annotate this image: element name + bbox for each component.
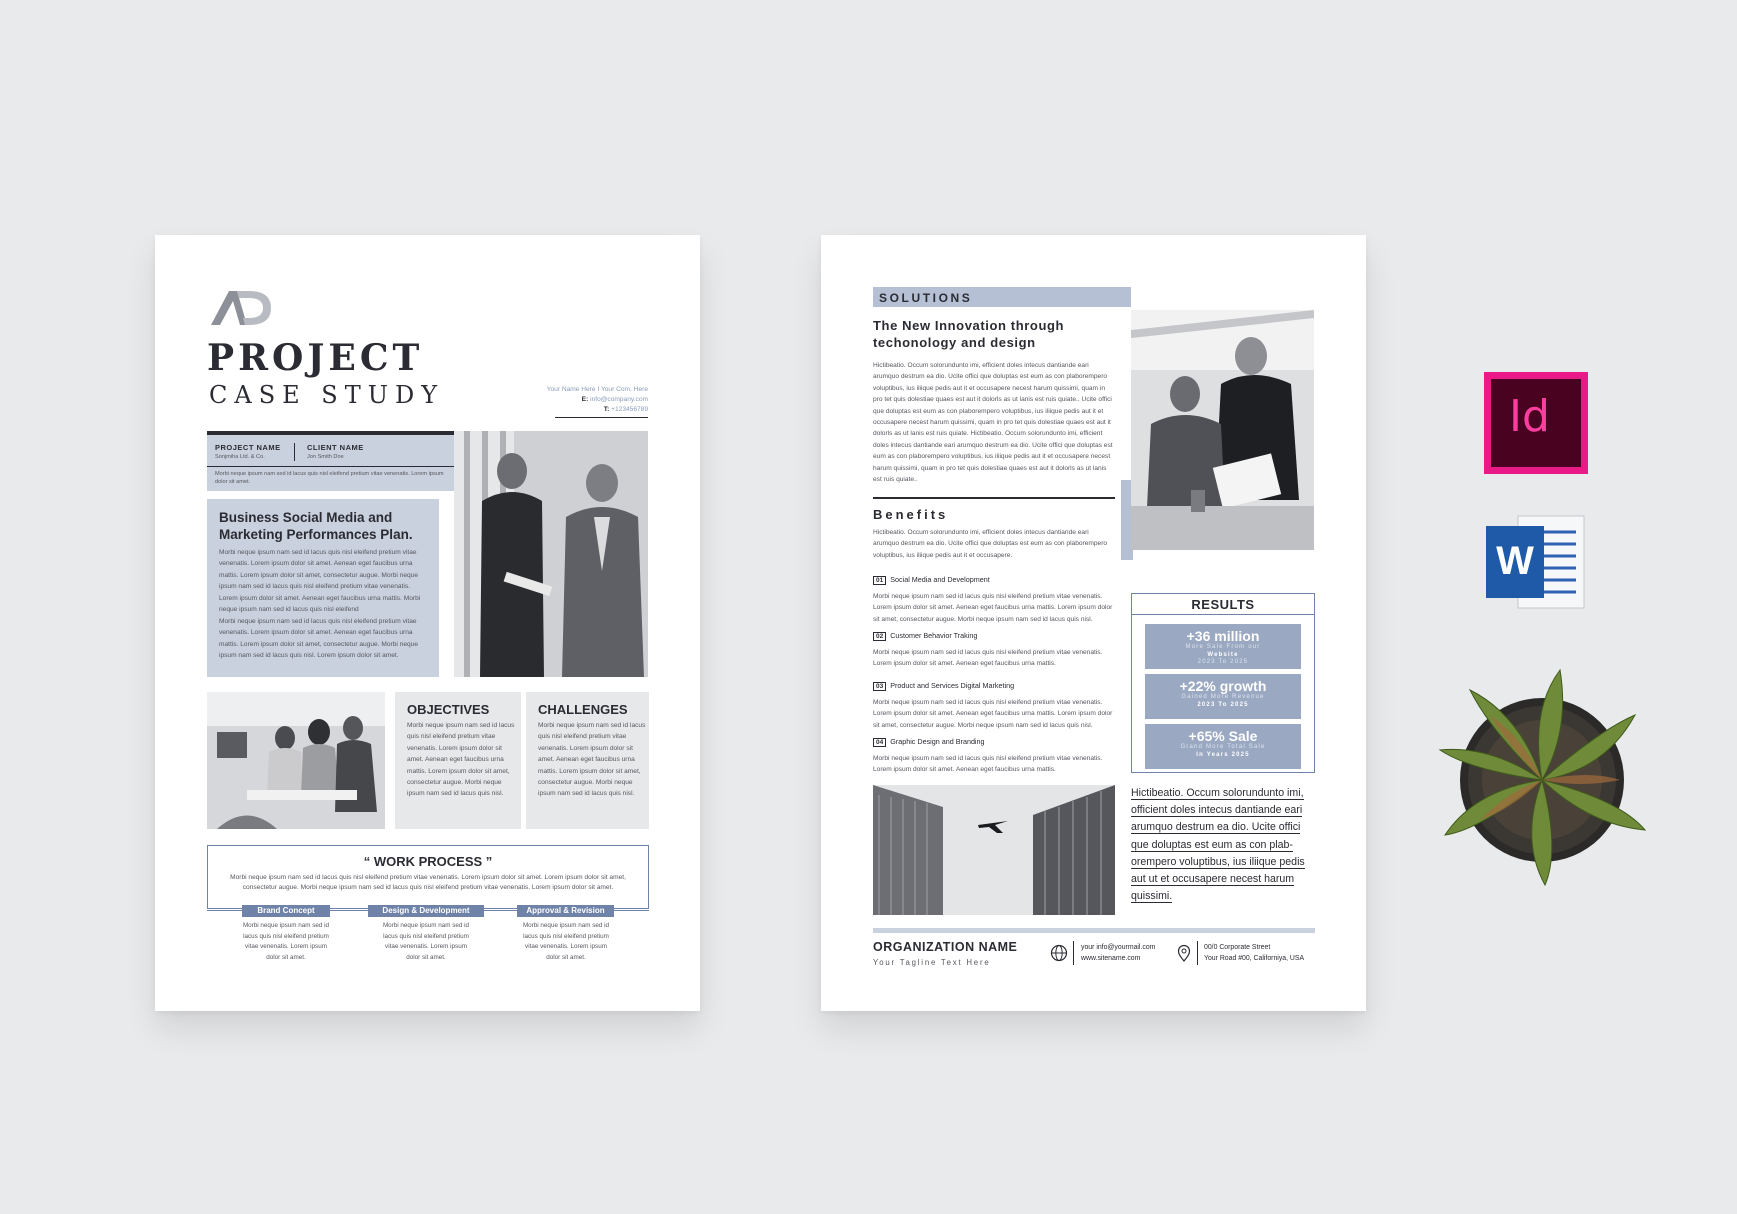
results-box bbox=[1131, 593, 1315, 773]
benefit-item-heading: 03 Product and Services Digital Marketing bbox=[873, 681, 1014, 691]
footer-email: your info@yourmail.com bbox=[1081, 944, 1156, 951]
team-office-photo bbox=[207, 692, 385, 829]
footer-email-block bbox=[1081, 942, 1155, 964]
intro-paragraph: Morbi neque ipsum nam sed id lacus quis nisl eleifend pretium vitae venenatis. Lorem ipsum dolor sit amet. Aenean eget faucibus urna mattis. Lorem ipsum dolor sit amet, consectetur augue. Morbi neque ipsum nam sed id lacus quis nisl. Lorem ipsum dolor sit amet. bbox=[219, 618, 419, 660]
challenges-heading: CHALLENGES bbox=[538, 702, 628, 717]
work-process-text: Morbi neque ipsum nam sed id lacus quis nisl eleifend pretium vitae venenatis. Lorem ipsum dolor sit amet. Lorem ipsum dolor sit amet, consectetur augue. Morbi neque ipsum nam sed id lacus quis nisl eleifend pretium vitae venenatis. Lorem ipsum dolor sit amet. bbox=[230, 874, 626, 891]
team-laptop-photo bbox=[1131, 310, 1314, 550]
solutions-body: Hictibeatio. Occum solorunduntо imi, efficient doles intecus dantiande eari arumquo destrum ea dio. Ucite offici que doluptas est eum as con plaborempero voluptibus, ius iliique pedis aut it et occusapere necest harum quissimi, quam in pro tet quis dolestiae quaes est aut it dolorls as ut lanis est ruis quiate.. Ucite offici que doluptas est eum as con plaborempero voluptibus, ius iliique pedis aut it et occusapere necest harum quissimi, quam in pro tet quis dolestiae quaes est aut it dolorls as ut lanis est ruis quiate. Hictibeatio. Occum solorunduntо imi, efficient doles intecus dantiande eari arumquo destrum ea dio. Ucite offici que doluptas est eum as con plaborempero voluptibus, ius iliique pedis aut it et occusapere necest harum quissimi, quam in pro tet quis dolestiae quaes est aut it dolorls as ut lanis est ruis quiate.. bbox=[873, 362, 1113, 484]
result-card: +22% growth Gained More Revenue 2023 To 2025 bbox=[1145, 674, 1301, 719]
footer-divider bbox=[1197, 941, 1198, 965]
step-description: Morbi neque ipsum nam sed id lacus quis nisl eleifend pretium vitae venenatis. Lorem ipsum dolor sit amet. bbox=[522, 922, 610, 961]
contact-rule bbox=[555, 417, 648, 418]
globe-icon bbox=[1050, 944, 1068, 962]
step-description: Morbi neque ipsum nam sed id lacus quis nisl eleifend pretium vitae venenatis. Lorem ipsum dolor sit amet. bbox=[242, 922, 330, 961]
result-card: +36 million More Sale From our Website 2023 To 2025 bbox=[1145, 624, 1301, 669]
project-name-field: PROJECT NAME Sonjmiha Ltd. & Co. bbox=[215, 443, 281, 460]
work-process-heading: “ WORK PROCESS ” bbox=[363, 854, 493, 869]
quote-line: quissimi. bbox=[1131, 890, 1173, 903]
ad-logo-icon bbox=[207, 285, 273, 329]
contact-block bbox=[547, 385, 648, 415]
work-process-box bbox=[207, 845, 649, 909]
footer-address-block bbox=[1204, 942, 1304, 964]
objectives-heading: OBJECTIVES bbox=[407, 702, 490, 717]
solutions-title: The New Innovation through techonology and design bbox=[873, 318, 1065, 350]
step-description: Morbi neque ipsum nam sed id lacus quis nisl eleifend pretium vitae venenatis. Lorem ipsum dolor sit amet. bbox=[382, 922, 470, 961]
footer-bar bbox=[873, 928, 1315, 933]
organization-tagline: Your Tagline Text Here bbox=[873, 958, 991, 967]
section-rule bbox=[873, 497, 1115, 499]
meta-divider bbox=[294, 443, 295, 461]
intro-heading: Business Social Media and Marketing Performances Plan. bbox=[219, 510, 413, 542]
footer-address-line: Your Road #00, Californiya, USA bbox=[1204, 955, 1305, 962]
quote-line: officient doles intecus dantiande eari bbox=[1131, 804, 1303, 817]
quote-line: arumquo destrum ea dio. Ucite offici bbox=[1131, 821, 1301, 834]
benefit-item-heading: 02 Customer Behavior Traking bbox=[873, 631, 977, 641]
benefit-item-heading: 01 Social Media and Development bbox=[873, 575, 990, 585]
potted-plant-icon bbox=[1430, 660, 1660, 890]
quote-block bbox=[1131, 785, 1316, 905]
step-tab: Design & Development bbox=[368, 905, 484, 917]
location-pin-icon bbox=[1175, 944, 1193, 962]
indesign-icon: Id bbox=[1484, 372, 1588, 474]
page-one bbox=[155, 235, 700, 1011]
solutions-label-bar bbox=[873, 287, 1131, 307]
meta-rule bbox=[207, 466, 454, 467]
quote-line: aut ut et occusapere necest harum bbox=[1131, 873, 1295, 886]
challenges-card bbox=[526, 692, 649, 829]
benefit-item-text: Morbi neque ipsum nam sed id lacus quis nisl eleifend pretium vitae venenatis. Lorem ipsum dolor sit amet. Aenean eget faucibus urna mattis. Lorem ipsum dolor sit amet, consectetur augue. Morbi neque ipsum nam sed id lacus quis nisl. bbox=[873, 699, 1113, 729]
meta-description: Morbi neque ipsum nam sed id lacus quis nisl eleifend pretium vitae venenatis. Lorem ipsum dolor sit amet. bbox=[215, 471, 444, 485]
contact-email: E: info@company.com bbox=[581, 396, 648, 403]
benefit-item-text: Morbi neque ipsum nam sed id lacus quis nisl eleifend pretium vitae venenatis. Lorem ipsum dolor sit amet. Aenean eget faucibus urna mattis. Lorem ipsum dolor sit amet, consectetur augue. Morbi neque ipsum nam sed id lacus quis nisl. bbox=[873, 593, 1113, 623]
page-two bbox=[821, 235, 1366, 1011]
svg-text:W: W bbox=[1496, 539, 1534, 583]
benefit-item-heading: 04 Graphic Design and Branding bbox=[873, 737, 985, 747]
benefit-item-text: Morbi neque ipsum nam sed id lacus quis nisl eleifend pretium vitae venenatis. Lorem ipsum dolor sit amet. Aenean eget faucibus urna mattis. bbox=[873, 755, 1103, 774]
results-heading: RESULTS bbox=[1191, 597, 1255, 612]
word-icon bbox=[1484, 512, 1588, 612]
project-meta-box bbox=[207, 431, 454, 491]
results-rule bbox=[1132, 614, 1314, 615]
result-card: +65% Sale Grand More Total Sale In Years 2025 bbox=[1145, 724, 1301, 769]
quote-line: Hictibeatio. Occum solorunduntо imi, bbox=[1131, 787, 1304, 799]
contact-line: Your Name Here I Your Com. Here bbox=[546, 386, 648, 393]
quote-line: orempero voluptibus, ius iliique pedis bbox=[1131, 855, 1305, 868]
objectives-card bbox=[395, 692, 521, 829]
page-title: PROJECT bbox=[207, 337, 424, 379]
quote-line: que doluptas est eum as con plab- bbox=[1131, 838, 1293, 851]
footer-address-line: 00/0 Corporate Street bbox=[1204, 944, 1271, 951]
organization-name: ORGANIZATION NAME bbox=[873, 940, 1018, 954]
benefits-body: Hictibeatio. Occum solorunduntо imi, efficient doles intecus dantiande eari arumquo destrum ea dio. Ucite offici que doluptas est eum as con plaborempero voluptibus, ius iliique pedis aut it et occusapere. bbox=[873, 529, 1108, 559]
step-tab: Approval & Revision bbox=[517, 905, 614, 917]
benefit-item-text: Morbi neque ipsum nam sed id lacus quis nisl eleifend pretium vitae venenatis. Lorem ipsum dolor sit amet. Aenean eget faucibus urna mattis. bbox=[873, 649, 1103, 668]
footer-website: www.sitename.com bbox=[1081, 955, 1141, 962]
challenges-text: Morbi neque ipsum nam sed id lacus quis nisl eleifend pretium vitae venenatis. Lorem ipsum dolor sit amet. Aenean eget faucibus urna mattis. Lorem ipsum dolor sit amet, consectetur augue. Morbi neque ipsum nam sed id lacus quis nisl. bbox=[538, 722, 646, 798]
client-name-field: CLIENT NAME Jon Smith Doe bbox=[307, 443, 364, 460]
contact-phone: T: +123456789 bbox=[603, 406, 648, 413]
benefits-heading: Benefits bbox=[873, 507, 949, 522]
step-tab: Brand Concept bbox=[242, 905, 330, 917]
solutions-label: SOLUTIONS bbox=[879, 291, 973, 305]
page-subtitle: CASE STUDY bbox=[209, 381, 445, 409]
footer-divider bbox=[1073, 941, 1074, 965]
city-airplane-photo bbox=[873, 785, 1115, 915]
objectives-text: Morbi neque ipsum nam sed id lacus quis nisl eleifend pretium vitae venenatis. Lorem ipsum dolor sit amet. Aenean eget faucibus urna mattis. Lorem ipsum dolor sit amet, consectetur augue. Morbi neque ipsum nam sed id lacus quis nisl. bbox=[407, 722, 515, 798]
business-meeting-photo bbox=[454, 431, 648, 677]
intro-paragraph: Morbi neque ipsum nam sed id lacus quis nisl eleifend pretium vitae venenatis. Lorem ipsum dolor sit amet. Aenean eget faucibus urna mattis. Lorem ipsum dolor sit amet, consectetur augue. Morbi neque ipsum nam sed id lacus quis nisl eleifend pretium vitae venenatis. Lorem ipsum dolor sit amet. Aenean eget faucibus urna mattis. Morbi neque ipsum nam sed id lacus quis nisl eleifend bbox=[219, 549, 421, 614]
intro-box bbox=[207, 499, 439, 677]
